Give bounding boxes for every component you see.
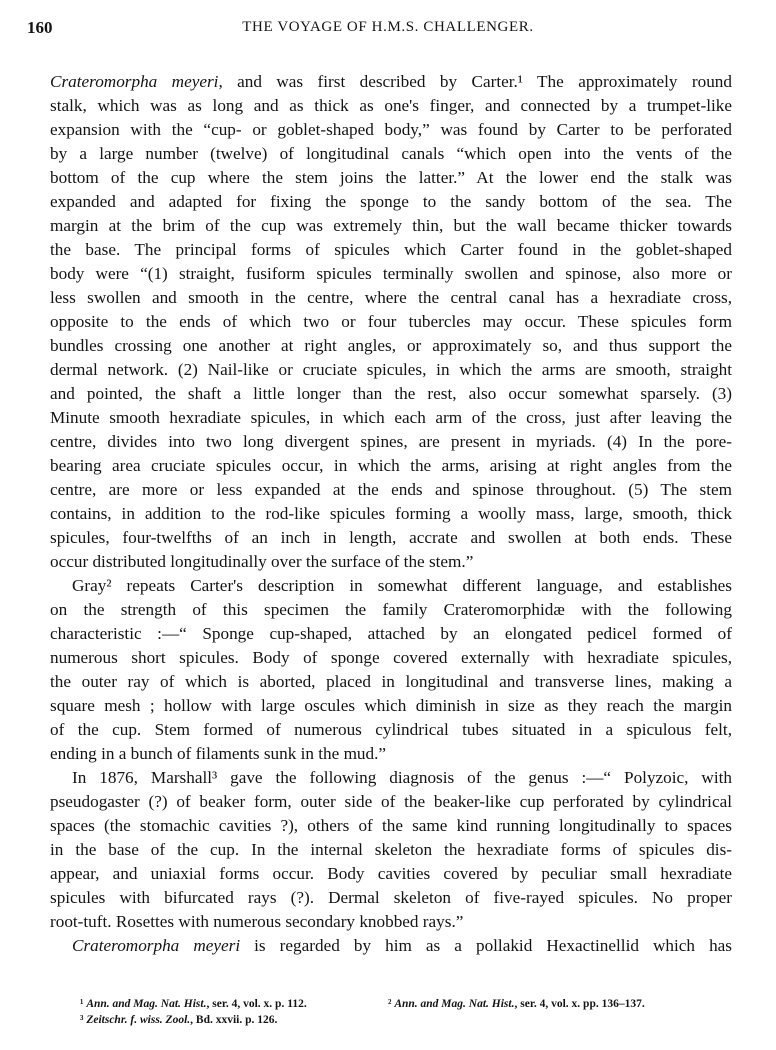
line-text: centre, are more or less expanded at the ends and spinose throughout. (5) The stem [50,480,732,499]
line-text: spicules with bifurcated rays (?). Dermal skeleton of five-rayed spicules. No proper [50,888,732,907]
footnote-ref: , ser. 4, vol. x. pp. 136–137. [514,998,645,1010]
text-line [50,310,732,334]
text-line [50,142,732,166]
line-text: the base. The principal forms of spicules which Carter found in the goblet-shaped [50,240,732,259]
text-line [50,262,732,286]
text-line [50,670,732,694]
text-line [50,622,732,646]
footnote-ref: , ser. 4, vol. x. p. 112. [206,998,307,1010]
line-text: occur distributed longitudinally over the surface of the stem.” [50,552,474,571]
line-text: margin at the brim of the cup was extremely thin, but the wall became thicker towards [50,216,732,235]
text-line [50,574,732,598]
line-text: In 1876, Marshall³ gave the following diagnosis of the genus :—“ Polyzoic, with [72,768,732,787]
text-line [50,910,732,934]
italic-species-name: Crateromorpha meyeri [72,936,241,955]
line-text: Minute smooth hexradiate spicules, in which each arm of the cross, just after leaving the [50,408,732,427]
text-line [50,766,732,790]
line-text: ending in a bunch of filaments sunk in the mud.” [50,744,387,763]
text-line [50,94,732,118]
line-text: body were “(1) straight, fusiform spicules terminally swollen and spinose, also more or [50,264,732,283]
text-line [50,118,732,142]
text-line [50,886,732,910]
line-text: square mesh ; hollow with large oscules which diminish in size as they reach the margin [50,696,732,715]
line-text: characteristic :—“ Sponge cup-shaped, attached by an elongated pedicel formed of [50,624,732,643]
footnote-3 [80,1014,277,1026]
page-number: 160 [27,18,53,37]
text-line [50,430,732,454]
line-text: spaces (the stomachic cavities ?), others of the same kind running longitudinally to spaces [50,816,732,835]
footnote-mark: ¹ [80,998,84,1010]
text-line [50,550,732,574]
text-line [50,934,732,958]
footnote-ref: , Bd. xxvii. p. 126. [190,1014,278,1026]
line-text: on the strength of this specimen the family Crateromorphidæ with the following [50,600,732,619]
line-text: by a large number (twelve) of longitudinal canals “which open into the vents of the [50,144,732,163]
running-title: THE VOYAGE OF H.M.S. CHALLENGER. [242,19,534,35]
text-line [50,70,732,94]
line-text: , and was first described by Carter.¹ The approximately round [218,72,732,91]
line-text: dermal network. (2) Nail-like or cruciate spicules, in which the arms are smooth, straight [50,360,732,379]
text-line [50,502,732,526]
footnote-1 [80,998,307,1010]
line-text: root-tuft. Rosettes with numerous secondary knobbed rays.” [50,912,464,931]
text-line [50,454,732,478]
footnote-mark: ³ [80,1014,84,1026]
line-text: the outer ray of which is aborted, placed in longitudinal and transverse lines, making a [50,672,732,691]
line-text: bearing area cruciate spicules occur, in which the arms, arising at right angles from the [50,456,732,475]
text-line [50,862,732,886]
line-text: is regarded by him as a pollakid Hexactinellid which has [240,936,732,955]
line-text: in the base of the cup. In the internal skeleton the hexradiate forms of spicules dis- [50,840,732,859]
text-line [50,814,732,838]
text-line [50,478,732,502]
text-line [50,526,732,550]
footnote-source: Zeitschr. f. wiss. Zool. [86,1014,191,1026]
line-text: stalk, which was as long and as thick as one's finger, and connected by a trumpet-like [50,96,732,115]
text-line [50,334,732,358]
line-text: contains, in addition to the rod-like spicules forming a woolly mass, large, smooth, thick [50,504,732,523]
text-line [50,838,732,862]
line-text: and pointed, the shaft a little longer than the rest, also occur somewhat sparsely. (3) [50,384,732,403]
line-text: centre, divides into two long divergent spines, are present in myriads. (4) In the pore- [50,432,732,451]
text-line [50,382,732,406]
line-text: pseudogaster (?) of beaker form, outer side of the beaker-like cup perforated by cylindrical [50,792,732,811]
footnote-source: Ann. and Mag. Nat. Hist. [394,998,515,1010]
body-text [50,70,732,958]
text-line [50,718,732,742]
line-text: spicules, four-twelfths of an inch in length, accrate and swollen at both ends. These [50,528,732,547]
footnote-mark: ² [388,998,392,1010]
text-line [50,646,732,670]
text-line [50,238,732,262]
text-line [50,190,732,214]
text-line [50,598,732,622]
line-text: bundles crossing one another at right angles, or approximately so, and thus support the [50,336,732,355]
line-text: expansion with the “cup- or goblet-shaped body,” was found by Carter to be perforated [50,120,732,139]
text-line [50,694,732,718]
line-text: Gray² repeats Carter's description in somewhat different language, and establishes [72,576,732,595]
text-line [50,214,732,238]
text-line [50,286,732,310]
text-line [50,358,732,382]
line-text: bottom of the cup where the stem joins the latter.” At the lower end the stalk was [50,168,732,187]
line-text: opposite to the ends of which two or four tubercles may occur. These spicules form [50,312,732,331]
line-text: of the cup. Stem formed of numerous cylindrical tubes situated in a spiculous felt, [50,720,732,739]
line-text: expanded and adapted for fixing the sponge to the sandy bottom of the sea. The [50,192,732,211]
line-text: appear, and uniaxial forms occur. Body cavities covered by peculiar small hexradiate [50,864,732,883]
italic-species-name: Crateromorpha meyeri [50,72,219,91]
footnote-source: Ann. and Mag. Nat. Hist. [86,998,207,1010]
text-line [50,166,732,190]
line-text: numerous short spicules. Body of sponge covered externally with hexradiate spicules, [50,648,732,667]
text-line [50,406,732,430]
line-text: less swollen and smooth in the centre, where the central canal has a hexradiate cross, [50,288,732,307]
footnote-2 [388,998,645,1010]
text-line [50,790,732,814]
text-line [50,742,732,766]
